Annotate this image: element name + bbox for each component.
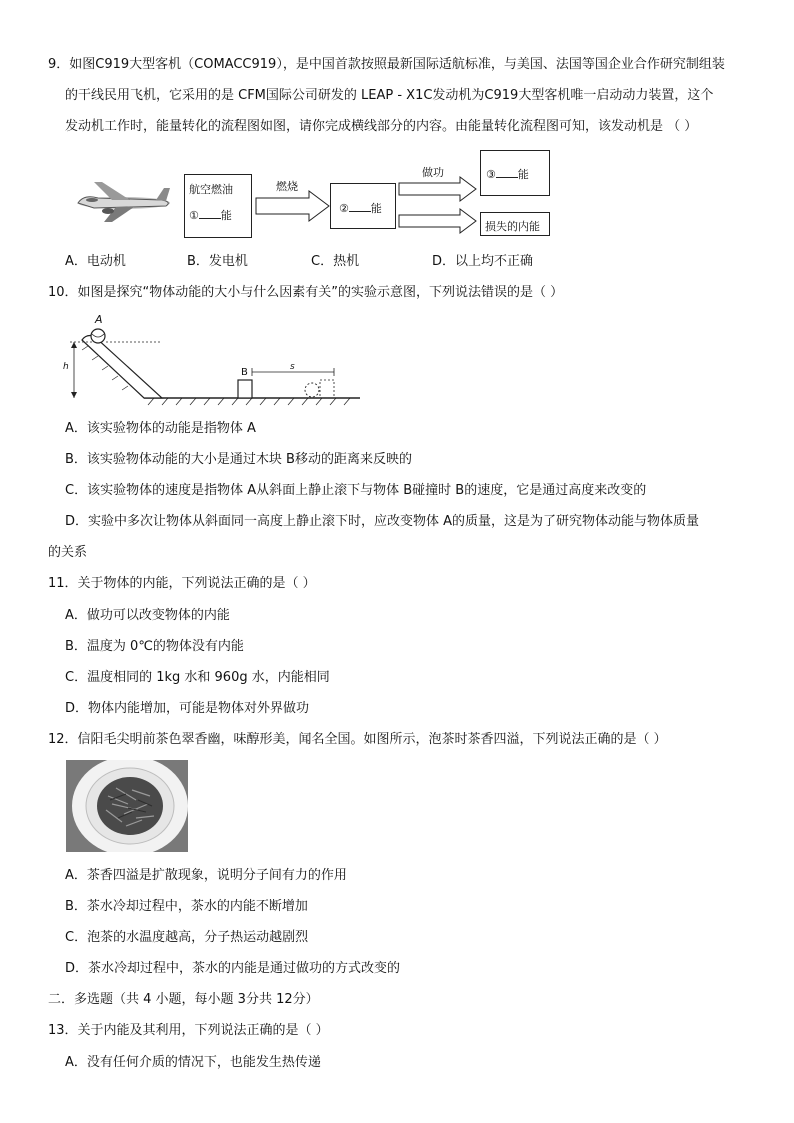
energy-box-2 [330,183,396,229]
fuel-energy-blank: ① 能 [189,209,232,222]
q13-stem: 13．关于内能及其利用，下列说法正确的是（ ） [48,1023,329,1038]
q10-stem: 10．如图是探究“物体动能的大小与什么因素有关”的实验示意图，下列说法错误的是（ ） [48,285,564,300]
incline-experiment-figure [64,314,364,410]
q13-option-a: A．没有任何介质的情况下，也能发生热传递 [65,1055,321,1070]
q10-option-d-line1: D．实验中多次让物体从斜面同一高度上静止滚下时，应改变物体 A的质量，这是为了研究物体动能与物体质量 [65,514,700,529]
q9-stem-line2: 的干线民用飞机，它采用的是 CFM国际公司研发的 LEAP - X1C发动机为C919大型客机唯一启动动力装置，这个 [65,88,714,103]
q10-option-b: B．该实验物体动能的大小是通过木块 B移动的距离来反映的 [65,452,412,467]
q9-option-c: C．热机 [311,254,360,269]
q9-option-a: A．电动机 [65,254,126,269]
arrow-combustion [255,190,331,222]
q10-option-a: A．该实验物体的动能是指物体 A [65,421,256,436]
q10-option-d-line2: 的关系 [48,545,88,560]
lost-energy-label: 损失的内能 [485,220,540,233]
fuel-box-title: 航空燃油 [189,183,233,196]
q9-option-b: B．发电机 [187,254,248,269]
height-label-h: h [63,362,69,372]
q11-option-a: A．做功可以改变物体的内能 [65,608,230,623]
q11-option-c: C．温度相同的 1kg 水和 960g 水，内能相同 [65,670,330,685]
q9-stem-line3: 发动机工作时，能量转化的流程图如图，请你完成横线部分的内容。由能量转化流程图可知，该发动机是 （ ） [65,119,698,134]
fuel-box [184,174,252,238]
q12-option-a: A．茶香四溢是扩散现象，说明分子间有力的作用 [65,868,347,883]
lost-energy-box [480,212,550,236]
distance-label-s: s [290,362,295,372]
q11-option-b: B．温度为 0℃的物体没有内能 [65,639,244,654]
energy-2-blank: ② 能 [339,202,382,215]
q10-option-c: C．该实验物体的速度是指物体 A从斜面上静止滚下与物体 B碰撞时 B的速度，它是通过高度来改变的 [65,483,647,498]
tea-bowl-image [66,760,188,852]
q9-stem-line1: 9．如图C919大型客机（COMACC919），是中国首款按照最新国际适航标准，与美国、法国等国企业合作研究制组装 [48,57,725,72]
energy-box-3 [480,150,550,196]
q12-stem: 12．信阳毛尖明前茶色翠香幽，味醇形美，闻名全国。如图所示，泡茶时茶香四溢，下列说法正确的是（ ） [48,732,667,747]
q11-stem: 11．关于物体的内能，下列说法正确的是（ ） [48,576,316,591]
arrow-work-label: 做功 [422,166,444,179]
energy-3-blank: ③ 能 [486,168,529,181]
airplane-image [64,178,176,224]
arrow-combustion-label: 燃烧 [276,180,298,193]
q11-option-d: D．物体内能增加，可能是物体对外界做功 [65,701,310,716]
q12-option-c: C．泡茶的水温度越高，分子热运动越剧烈 [65,930,309,945]
ball-label-a: A [95,313,103,326]
section-heading-multiple-choice: 二．多选题（共 4 小题，每小题 3分共 12分） [48,992,319,1007]
q12-option-d: D．茶水冷却过程中，茶水的内能是通过做功的方式改变的 [65,961,401,976]
q12-option-b: B．茶水冷却过程中，茶水的内能不断增加 [65,899,308,914]
block-label-b: B [241,367,248,378]
arrow-loss [398,208,478,234]
q9-option-d: D．以上均不正确 [432,254,534,269]
